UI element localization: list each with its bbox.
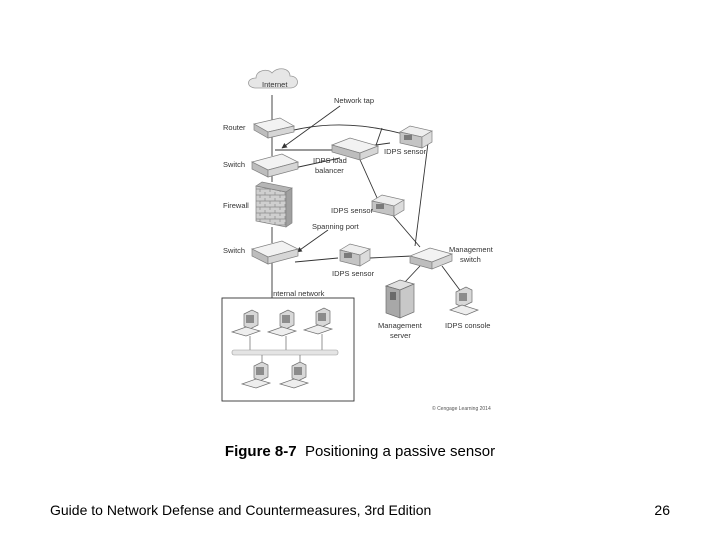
idps-sensor-mid-icon xyxy=(372,195,404,216)
firewall-label: Firewall xyxy=(223,201,249,210)
workstation-icon xyxy=(268,310,296,350)
idps-console-icon xyxy=(450,287,478,315)
switch-bottom-label: Switch xyxy=(223,246,246,255)
switch-top-label: Switch xyxy=(223,160,246,169)
internet-label: Internet xyxy=(262,80,288,89)
firewall-icon xyxy=(256,182,292,227)
management-switch-label-line1: Management xyxy=(449,245,493,254)
idps-sensor-mid-label: IDPS sensor xyxy=(331,206,374,215)
workstation-icon xyxy=(232,310,260,350)
figure-number: Figure 8-7 xyxy=(224,443,297,460)
management-switch-label-line2: switch xyxy=(460,255,481,264)
idps-sensor-top-label: IDPS sensor xyxy=(384,147,427,156)
internal-network-label: Internal network xyxy=(271,289,325,298)
idps-load-balancer-label-line2: balancer xyxy=(315,166,344,175)
management-server-icon xyxy=(386,280,414,318)
router-label: Router xyxy=(223,123,246,132)
idps-console-label: IDPS console xyxy=(445,321,491,330)
idps-sensor-top-icon xyxy=(400,126,432,148)
idps-sensor-bottom-label: IDPS sensor xyxy=(332,269,375,278)
management-server-label-line1: Management xyxy=(378,321,422,330)
switch-bottom-icon xyxy=(252,241,298,264)
workstation-icon xyxy=(242,355,270,388)
management-switch-icon xyxy=(410,248,452,269)
router-icon xyxy=(254,118,294,138)
spanning-port-label: Spanning port xyxy=(312,222,359,231)
workstation-icon xyxy=(280,355,308,388)
network-bus xyxy=(232,350,338,355)
figure-title: Positioning a passive sensor xyxy=(304,443,496,460)
management-server-label-line2: server xyxy=(390,331,411,340)
idps-sensor-bottom-icon xyxy=(340,244,370,266)
footer-page-number: 26 xyxy=(654,502,670,518)
network-tap-label: Network tap xyxy=(334,96,375,105)
footer-book-title: Guide to Network Defense and Countermeasures, 3rd Edition xyxy=(50,502,432,518)
copyright-text: © Cengage Learning 2014 xyxy=(432,406,491,412)
workstation-icon xyxy=(304,308,332,350)
figure-caption xyxy=(0,443,720,460)
switch-top-icon xyxy=(252,154,298,177)
idps-load-balancer-label-line1: IDPS load xyxy=(313,156,347,165)
